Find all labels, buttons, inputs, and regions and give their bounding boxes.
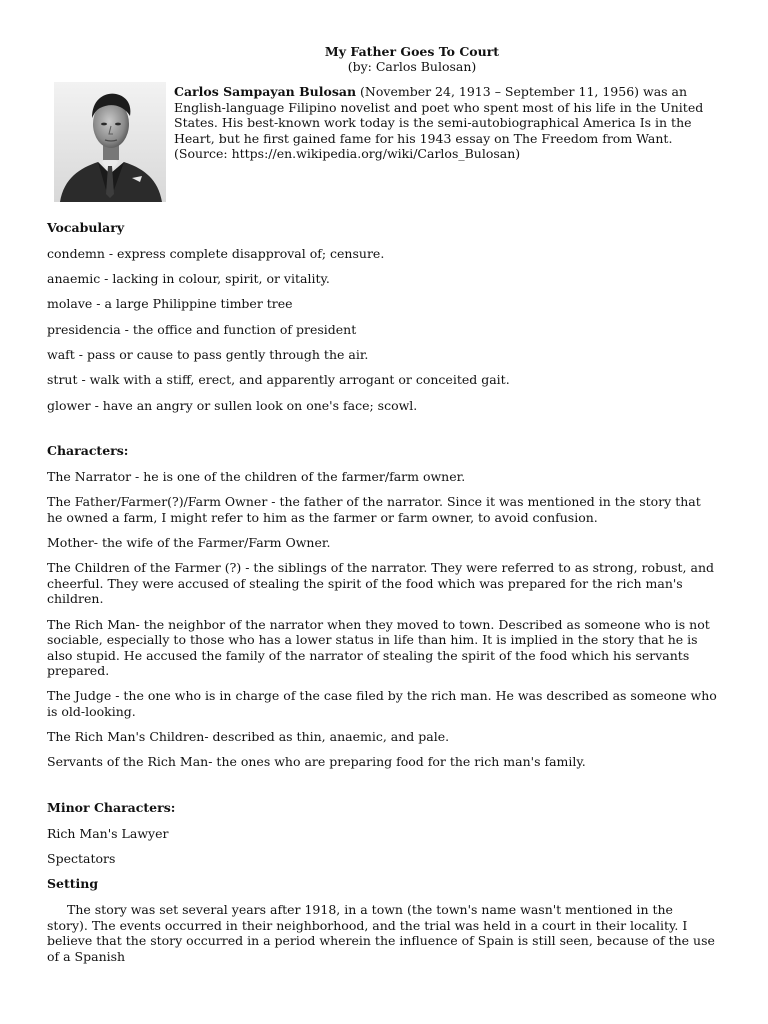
vocabulary-item: molave - a large Philippine timber tree [47,296,293,312]
author-bio [174,84,717,162]
character-item: Mother- the wife of the Farmer/Farm Owner. [47,534,331,550]
character-item: The Judge - the one who is in charge of the case filed by the rich man. He was described as someone who is old-looking. [47,688,717,719]
document-byline: (by: Carlos Bulosan) [347,59,477,74]
author-name: Carlos Sampayan Bulosan [174,84,357,99]
document-title: My Father Goes To Court [324,44,500,59]
vocabulary-item: condemn - express complete disapproval of; censure. [47,245,385,261]
vocabulary-list [47,246,717,413]
author-portrait [54,82,166,202]
character-item: The Father/Farmer(?)/Farm Owner - the father of the narrator. Since it was mentioned in the story that he owned a farm, I might refer to him as the farmer or farm owner, to avoid confusion. [47,494,701,525]
character-item: The Children of the Farmer (?) - the siblings of the narrator. They were referred to as strong, robust, and cheerful. They were accused of stealing the spirit of the food which was prepared for the rich man's children. [47,560,715,607]
minor-character-item: Rich Man's Lawyer [47,825,169,841]
characters-heading: Characters: [47,443,129,459]
vocabulary-item: glower - have an angry or sullen look on one's face; scowl. [47,397,418,413]
minor-characters-heading: Minor Characters: [47,799,176,815]
setting-heading: Setting [47,876,99,892]
vocabulary-item: waft - pass or cause to pass gently through the air. [47,346,369,362]
character-item: Servants of the Rich Man- the ones who are preparing food for the rich man's family. [47,754,586,770]
character-item: The Rich Man- the neighbor of the narrator when they moved to town. Described as someone who is not sociable, especially to those who has a lower status in life than him. It is implied in the story that he is also stupid. He accused the family of the narrator of stealing the spirit of the food which his servants prepared. [47,616,710,679]
vocabulary-item: strut - walk with a stiff, erect, and apparently arrogant or conceited gait. [47,372,510,388]
document-page [47,44,717,964]
setting-section [47,902,717,964]
vocabulary-item: presidencia - the office and function of president [47,321,357,337]
character-item: The Narrator - he is one of the children of the farmer/farm owner. [47,468,466,484]
characters-list [47,469,717,770]
vocabulary-heading: Vocabulary [47,220,125,235]
author-intro [47,82,717,202]
character-item: The Rich Man's Children- described as thin, anaemic, and pale. [47,729,450,745]
vocabulary-item: anaemic - lacking in colour, spirit, or vitality. [47,271,330,287]
minor-character-item: Spectators [47,851,116,867]
setting-paragraph: The story was set several years after 1918, in a town (the town's name wasn't mentioned in the story). The events occurred in their neighborhood, and the trial was held in a court in their locality. I believe that the story occurred in a period wherein the influence of Spain is still seen, because of the use of a Spanish [47,902,715,964]
minor-characters-list [47,826,717,867]
author-bio-text: (November 24, 1913 – September 11, 1956) was an English-language Filipino novelist and poet who spent most of his life in the United States. His best-known work today is the semi-autobiographical America Is in the Heart, but he first gained fame for his 1943 essay on The Freedom from Want. (Source: https://en.wikipedia.org/wiki/Carlos_Bulosan) [174,84,704,161]
